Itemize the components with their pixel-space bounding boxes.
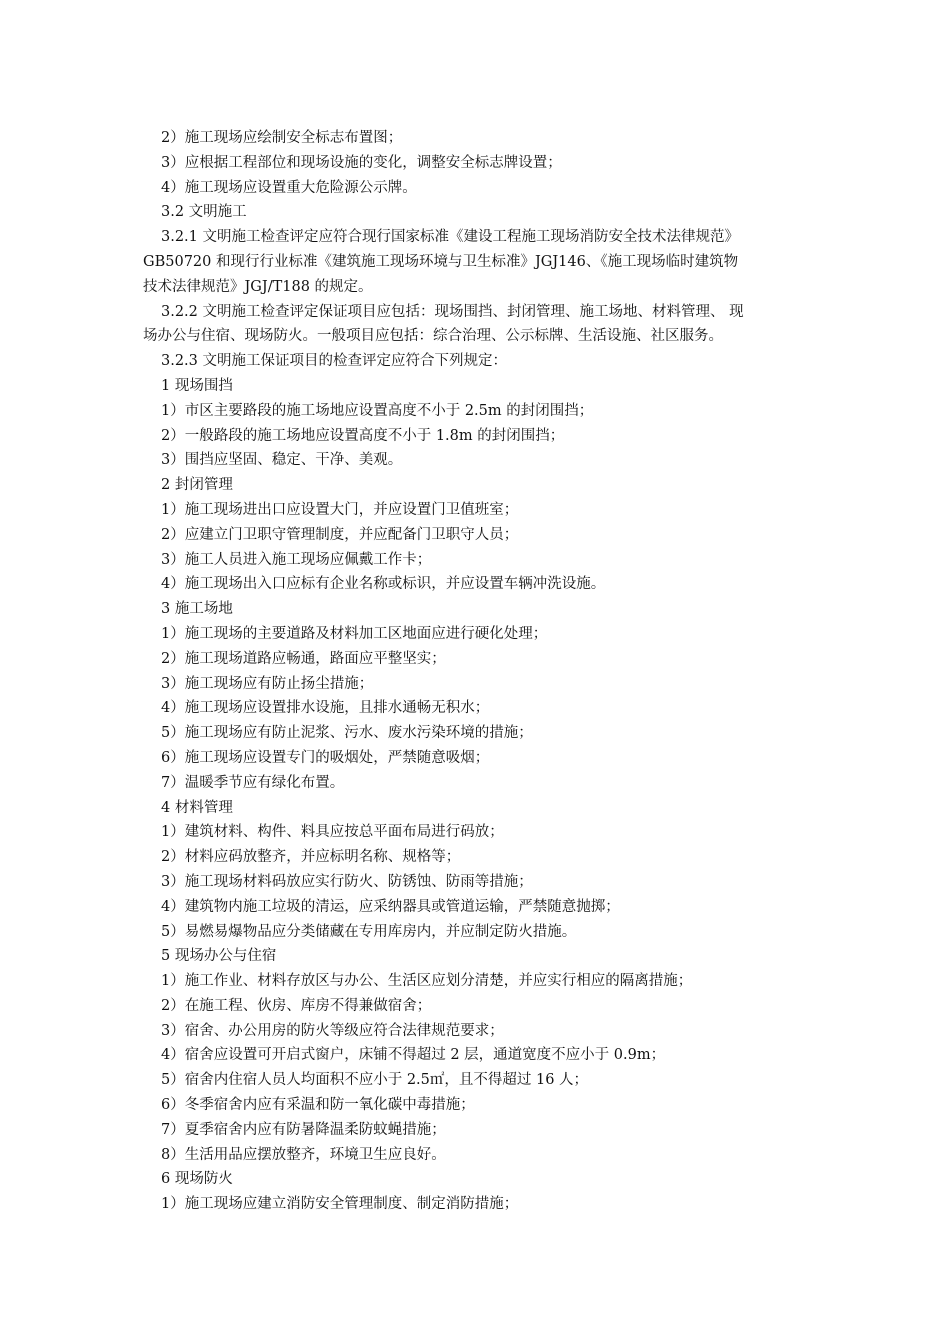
text-line: 6 现场防火 xyxy=(161,1171,233,1188)
text-line: 3）施工现场应有防止扬尘措施； xyxy=(161,675,374,692)
text-line: 3）围挡应坚固、稳定、干净、美观。 xyxy=(161,452,403,469)
text-line: 8）生活用品应摆放整齐，环境卫生应良好。 xyxy=(161,1146,446,1163)
text-line: GB50720 和现行行业标准《建筑施工现场环境与卫生标准》JGJ146、《施工现场临时建筑物 xyxy=(143,253,739,270)
text-line: 3.2.3 文明施工保证项目的检查评定应符合下列规定： xyxy=(161,353,508,370)
text-line: 4）施工现场应设置排水设施，且排水通畅无积水； xyxy=(161,700,490,717)
text-line: 2）施工现场道路应畅通，路面应平整坚实； xyxy=(161,650,446,667)
text-line: 7）温暖季节应有绿化布置。 xyxy=(161,774,345,791)
text-line: 5）易燃易爆物品应分类储藏在专用库房内，并应制定防火措施。 xyxy=(161,923,577,940)
document-body xyxy=(143,126,813,1217)
text-line: 3）应根据工程部位和现场设施的变化，调整安全标志牌设置； xyxy=(161,154,562,171)
text-line: 4）宿舍应设置可开启式窗户，床铺不得超过 2 层，通道宽度不应小于 0.9m； xyxy=(161,1047,666,1064)
text-line: 1）施工作业、材料存放区与办公、生活区应划分清楚，并应实行相应的隔离措施； xyxy=(161,973,693,990)
text-line: 场办公与住宿、现场防火。一般项目应包括：综合治理、公示标牌、生活设施、社区服务。 xyxy=(143,328,723,345)
text-line: 2）材料应码放整齐，并应标明名称、规格等； xyxy=(161,849,461,866)
text-line: 3.2.1 文明施工检查评定应符合现行国家标准《建设工程施工现场消防安全技术法律规范》 xyxy=(161,229,739,246)
text-line: 1）市区主要路段的施工场地应设置高度不小于 2.5m 的封闭围挡； xyxy=(161,402,594,419)
text-line: 2）施工现场应绘制安全标志布置图； xyxy=(161,130,403,146)
text-line: 2）一般路段的施工场地应设置高度不小于 1.8m 的封闭围挡； xyxy=(161,427,565,444)
text-line: 6）施工现场应设置专门的吸烟处，严禁随意吸烟； xyxy=(161,749,490,766)
text-line: 1）施工现场的主要道路及材料加工区地面应进行硬化处理； xyxy=(161,625,548,642)
text-line: 1 现场围挡 xyxy=(161,377,233,394)
text-line: 7）夏季宿舍内应有防暑降温柔防蚊蝇措施； xyxy=(161,1121,446,1138)
text-line: 1）建筑材料、构件、料具应按总平面布局进行码放； xyxy=(161,824,504,841)
text-line: 4）施工现场出入口应标有企业名称或标识，并应设置车辆冲洗设施。 xyxy=(161,576,606,593)
text-line: 1）施工现场应建立消防安全管理制度、制定消防措施； xyxy=(161,1196,519,1213)
text-line: 2）在施工程、伙房、库房不得兼做宿舍； xyxy=(161,997,432,1014)
text-line: 4）施工现场应设置重大危险源公示牌。 xyxy=(161,179,417,196)
text-line: 5 现场办公与住宿 xyxy=(161,948,277,965)
text-line: 3 施工场地 xyxy=(161,601,233,618)
text-line: 3）宿舍、办公用房的防火等级应符合法律规范要求； xyxy=(161,1022,504,1039)
text-line: 技术法律规范》JGJ/T188 的规定。 xyxy=(143,278,373,295)
text-line: 3）施工人员进入施工现场应佩戴工作卡； xyxy=(161,551,432,568)
text-line: 3）施工现场材料码放应实行防火、防锈蚀、防雨等措施； xyxy=(161,873,533,890)
text-line: 6）冬季宿舍内应有采温和防一氧化碳中毒措施； xyxy=(161,1097,475,1114)
text-line: 5）宿舍内住宿人员人均面积不应小于 2.5㎡，且不得超过 16 人； xyxy=(161,1072,589,1089)
text-line: 1）施工现场进出口应设置大门，并应设置门卫值班室； xyxy=(161,501,519,518)
text-line: 2）应建立门卫职守管理制度，并应配备门卫职守人员； xyxy=(161,526,519,543)
text-line: 3.2 文明施工 xyxy=(161,204,247,221)
text-line: 4 材料管理 xyxy=(161,799,233,816)
text-line: 2 封闭管理 xyxy=(161,477,233,494)
text-line: 4）建筑物内施工垃圾的清运，应采纳器具或管道运输，严禁随意抛掷； xyxy=(161,898,620,915)
text-line: 3.2.2 文明施工检查评定保证项目应包括：现场围挡、封闭管理、施工场地、材料管理、 现 xyxy=(161,303,744,320)
text-line: 5）施工现场应有防止泥浆、污水、废水污染环境的措施； xyxy=(161,725,533,742)
